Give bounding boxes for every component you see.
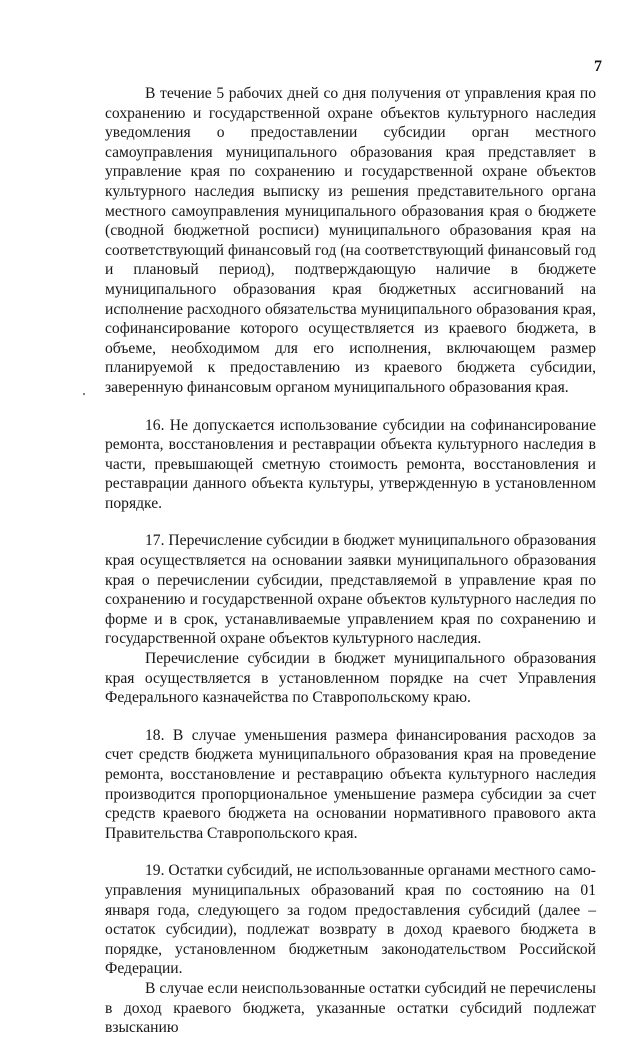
paragraph-18: 18. В случае уменьшения размера финансирования расходов за счет средств бюджета муниципального образования края на проведение ремонта, восстановление и реставрацию объекта культурного наследия производится пропорциональное уменьшение размера субсидии за счет средств краевого бюджета на основании нормативного правового акта Правительства Ставропольского края. bbox=[105, 726, 596, 842]
document-body bbox=[105, 84, 596, 1038]
paragraph-19: 19. Остатки субсидий, не использованные органами местного самоуправления муниципальных образований края по состоянию на 01 января года, следующего за годом предоставления субсидий (далее – остаток субсидии), подлежат возврату в доход краевого бюджета в порядке, установленном бюджетным законодательством Российской Федерации. bbox=[105, 862, 596, 978]
page-number: 7 bbox=[594, 58, 602, 75]
paragraph-submission-extract: В течение 5 рабочих дней со дня получения от управления края по сохранению и государственной охране объектов культурного наследия уведомления о предоставлении субсидии орган местного самоуправления муниципального образования края представляет в управление края по сохранению и государственной охране объектов культурного наследия выписку из решения представительного органа местного самоуправления муниципального образования края о бюджете (сводной бюджетной росписи) муниципального образования края на соответствующий финансовый год (на соответствующий финансовый год и плановый период), подтверждающую наличие в бюджете муниципального образования края бюджетных ассигнований на исполнение расходного обязательства муниципального образования края, софинансирование которого осуществляется из краевого бюджета, в объеме, необходимом для его исполнения, включающем размер планируемой к предоставлению из краевого бюджета субсидии, заверенную финансовым органом муниципального образования края. bbox=[105, 85, 596, 396]
paragraph-17-transfer: Перечисление субсидии в бюджет муниципального образования края осуществляется в установленном порядке на счет Управления Федерального казначейства по Ставропольскому краю. bbox=[105, 650, 596, 707]
paragraph-16: 16. Не допускается использование субсидии на софинансирование ремонта, восстановления и реставрации объекта культурного наследия в части, превышающей сметную стоимость ремонта, восстановления и реставрации данного объекта культуры, утвержденную в установленном порядке. bbox=[105, 416, 596, 512]
scan-speck bbox=[83, 393, 85, 395]
paragraph-17: 17. Перечисление субсидии в бюджет муниципального образования края осуществляется на основании заявки муниципального образования края о перечислении субсидии, представляемой в управление края по сохранению и государственной охране объектов культурного наследия по форме и в срок, устанавливаемые управлением края по сохранению и государственной охране объектов культурного наследия. bbox=[105, 532, 596, 648]
paragraph-19-recovery: В случае если неиспользованные остатки субсидий не перечислены в доход краевого бюджета, указанные остатки субсидий подлежат взысканию bbox=[105, 979, 596, 1037]
